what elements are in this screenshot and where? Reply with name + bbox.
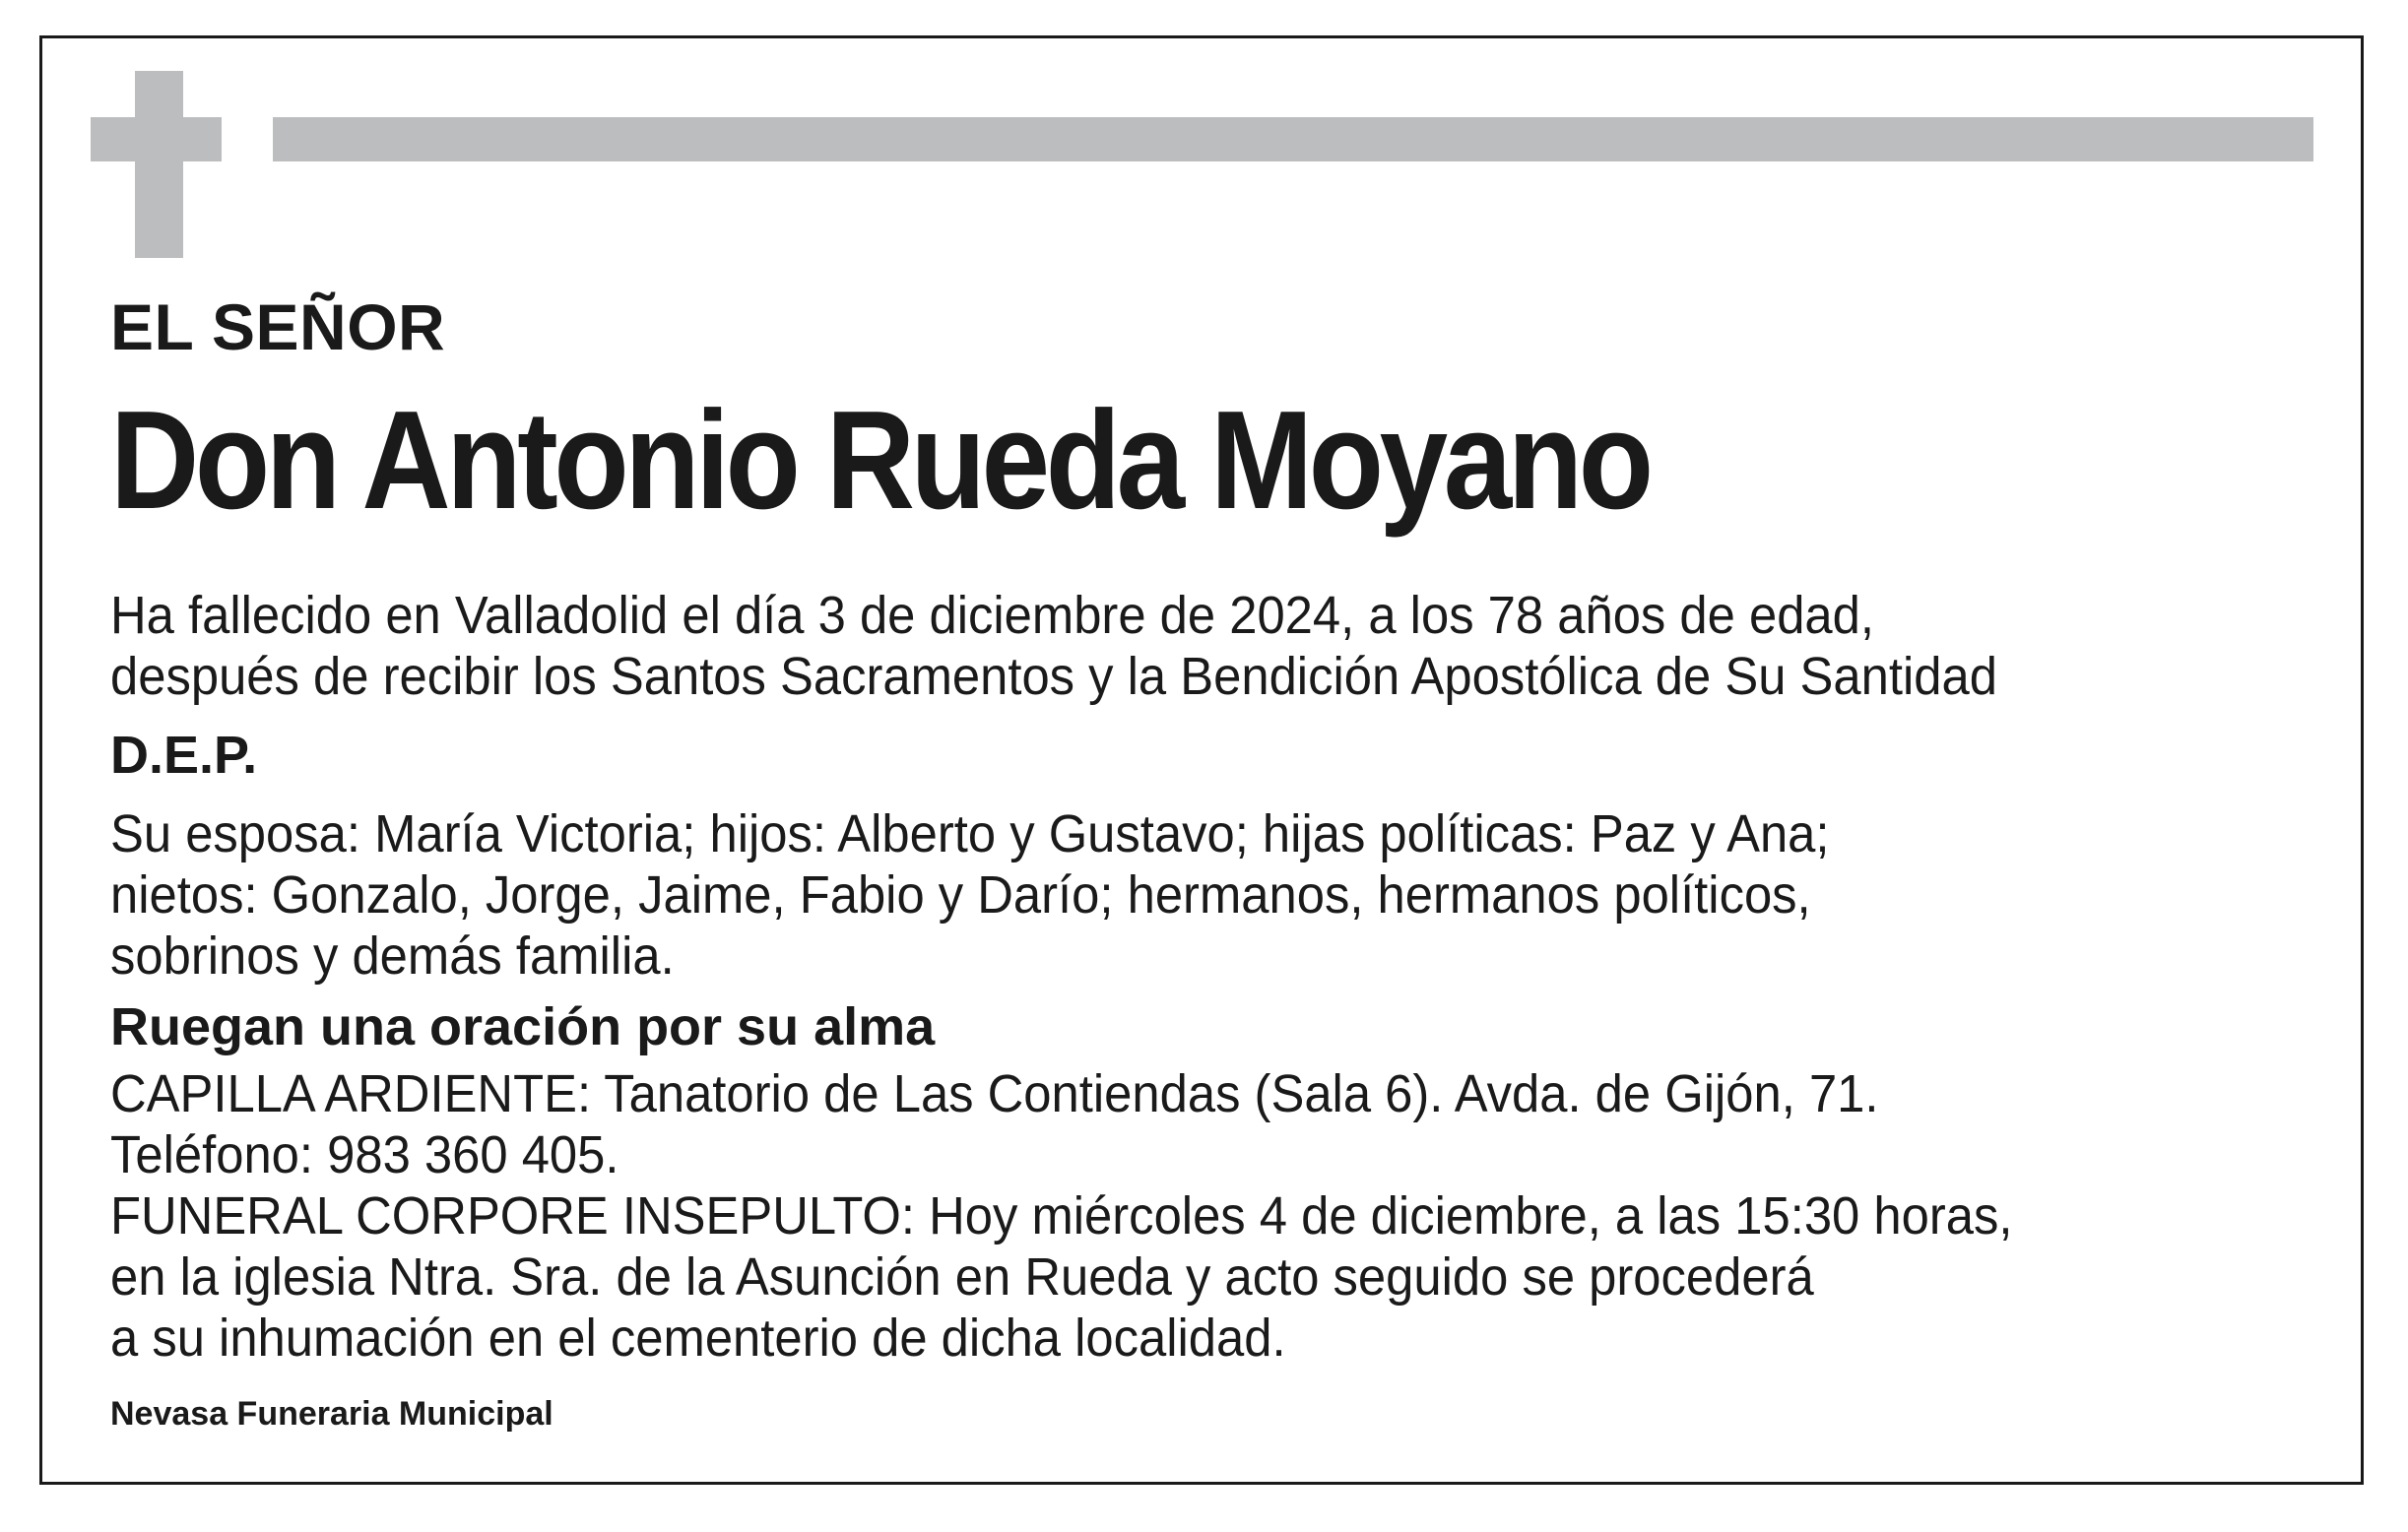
- notice-content: [110, 286, 2307, 1434]
- details-line: FUNERAL CORPORE INSEPULTO: Hoy miércoles 4 de diciembre, a las 15:30 horas,: [110, 1186, 2013, 1245]
- cross-icon-horizontal: [91, 117, 222, 161]
- honorific: EL SEÑOR: [110, 290, 446, 363]
- deceased-name: Don Antonio Rueda Moyano: [110, 382, 1650, 539]
- intro-line: después de recibir los Santos Sacramentos y la Bendición Apostólica de Su Santidad: [110, 647, 1997, 706]
- details-line: en la iglesia Ntra. Sra. de la Asunción en Rueda y acto seguido se procederá: [110, 1247, 1814, 1307]
- details-line: CAPILLA ARDIENTE: Tanatorio de Las Contiendas (Sala 6). Avda. de Gijón, 71.: [110, 1064, 1879, 1123]
- header-rule: [273, 117, 2313, 161]
- family-line: nietos: Gonzalo, Jorge, Jaime, Fabio y Darío; hermanos, hermanos políticos,: [110, 865, 1811, 925]
- intro-line: Ha fallecido en Valladolid el día 3 de diciembre de 2024, a los 78 años de edad,: [110, 586, 1875, 645]
- family-paragraph: [110, 803, 2175, 987]
- family-line: sobrinos y demás familia.: [110, 926, 675, 986]
- dep-text: D.E.P.: [110, 726, 258, 785]
- funeral-home-credit: Nevasa Funeraria Municipal: [110, 1395, 553, 1433]
- intro-paragraph: [110, 585, 2175, 707]
- prayer-text: Ruegan una oración por su alma: [110, 997, 936, 1056]
- details-line: Teléfono: 983 360 405.: [110, 1125, 619, 1184]
- details-line: a su inhumación en el cementerio de dicha localidad.: [110, 1309, 1286, 1368]
- cross-icon-vertical: [135, 71, 183, 258]
- family-line: Su esposa: María Victoria; hijos: Alberto y Gustavo; hijas políticas: Paz y Ana;: [110, 804, 1830, 863]
- details-paragraph: [110, 1063, 2175, 1369]
